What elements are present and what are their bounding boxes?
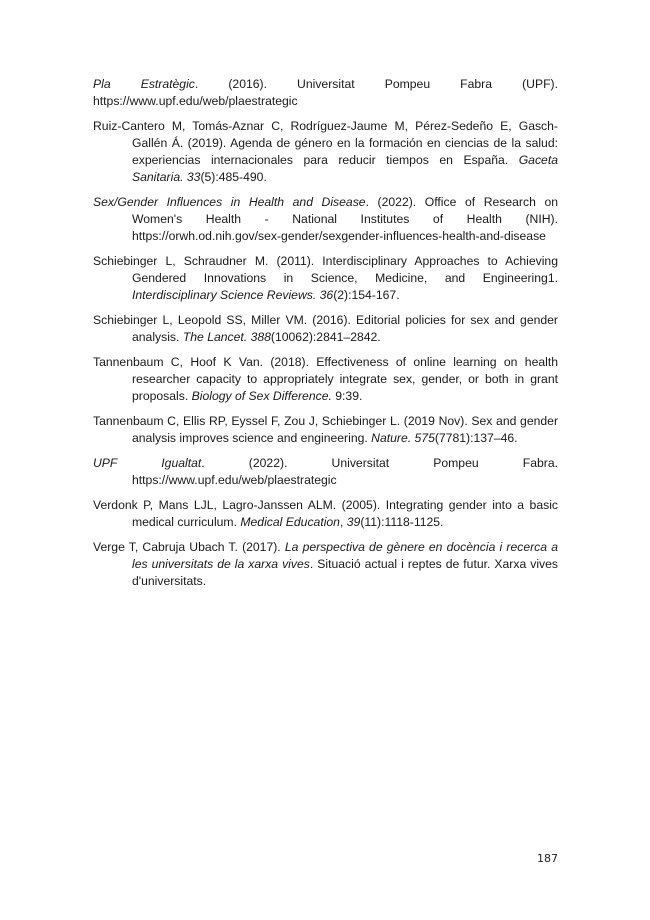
- reference-item: [93, 539, 558, 590]
- ref-text: Schiebinger L, Leopold SS, Miller VM. (2016). Editorial policies for sex and gender analysis.: [93, 313, 558, 344]
- reference-item: [93, 354, 558, 405]
- ref-italic: 39: [346, 515, 361, 529]
- ref-italic: The Lancet. 388: [182, 330, 271, 344]
- ref-text: 9:39.: [331, 389, 363, 403]
- reference-item: [93, 312, 558, 346]
- ref-text: Tannenbaum C, Ellis RP, Eyssel F, Zou J, Schiebinger L. (2019 Nov). Sex and gender analysis improves science and engineering.: [93, 414, 558, 445]
- ref-text: (5):485-490.: [200, 170, 267, 184]
- ref-text: Schiebinger L, Schraudner M. (2011). Interdisciplinary Approaches to Achieving Gendered Innovations in Science, Medicine, and Engineering1.: [93, 254, 558, 285]
- ref-url: https://www.upf.edu/web/plaestrategic: [93, 94, 298, 108]
- reference-item: [93, 497, 558, 531]
- ref-text: Verge T, Cabruja Ubach T. (2017).: [93, 540, 285, 554]
- reference-item: [93, 413, 558, 447]
- ref-italic: Sex/Gender Influences in Health and Disease: [93, 195, 366, 209]
- ref-text: Tannenbaum C, Hoof K Van. (2018). Effectiveness of online learning on health researcher capacity to appropriately integrate sex, gender, or both in grant proposals.: [93, 355, 558, 403]
- ref-italic: Medical Education: [240, 515, 340, 529]
- ref-italic: La perspectiva de gènere en docència i recerca a les universitats de la xarxa vives: [132, 540, 558, 571]
- reference-item: [93, 76, 558, 110]
- ref-italic: Interdisciplinary Science Reviews. 36: [132, 288, 334, 302]
- ref-text: . (2016). Universitat Pompeu Fabra (UPF).: [194, 77, 558, 91]
- ref-text: (7781):137–46.: [434, 431, 518, 445]
- ref-text: . (2022). Universitat Pompeu Fabra. https://www.upf.edu/web/plaestrategic: [132, 456, 559, 487]
- ref-italic: Gaceta Sanitaria. 33: [132, 153, 558, 184]
- ref-text: (2):154-167.: [333, 288, 400, 302]
- reference-item: [93, 253, 558, 304]
- ref-text: . (2022). Office of Research on Women's Health - National Institutes of Health (NIH). https://orwh.od.nih.gov/sex-gender/sexgender-influences-health-and-disease: [132, 195, 558, 243]
- reference-item: [93, 118, 558, 186]
- ref-text: ,: [339, 515, 347, 529]
- ref-italic: Pla Estratègic: [93, 77, 195, 91]
- ref-italic: UPF Igualtat: [93, 456, 202, 470]
- ref-text: (10062):2841–2842.: [270, 330, 381, 344]
- reference-list: [93, 76, 558, 598]
- page-number: 187: [537, 852, 558, 865]
- ref-text: (11):1118-1125.: [360, 515, 444, 529]
- ref-italic: Biology of Sex Difference.: [191, 389, 332, 403]
- ref-text: . Situació actual i reptes de futur. Xarxa vives d'universitats.: [132, 557, 558, 588]
- ref-text: Verdonk P, Mans LJL, Lagro-Janssen ALM. (2005). Integrating gender into a basic medical curriculum.: [93, 498, 558, 529]
- reference-item: [93, 194, 558, 245]
- ref-italic: Nature. 575: [371, 431, 435, 445]
- ref-text: Ruiz-Cantero M, Tomás-Aznar C, Rodríguez-Jaume M, Pérez-Sedeño E, Gasch-Gallén Á. (2019). Agenda de género en la formación en ciencias de la salud: experiencias internacionales para reducir tiempos en España.: [93, 119, 558, 167]
- reference-item: [93, 455, 558, 489]
